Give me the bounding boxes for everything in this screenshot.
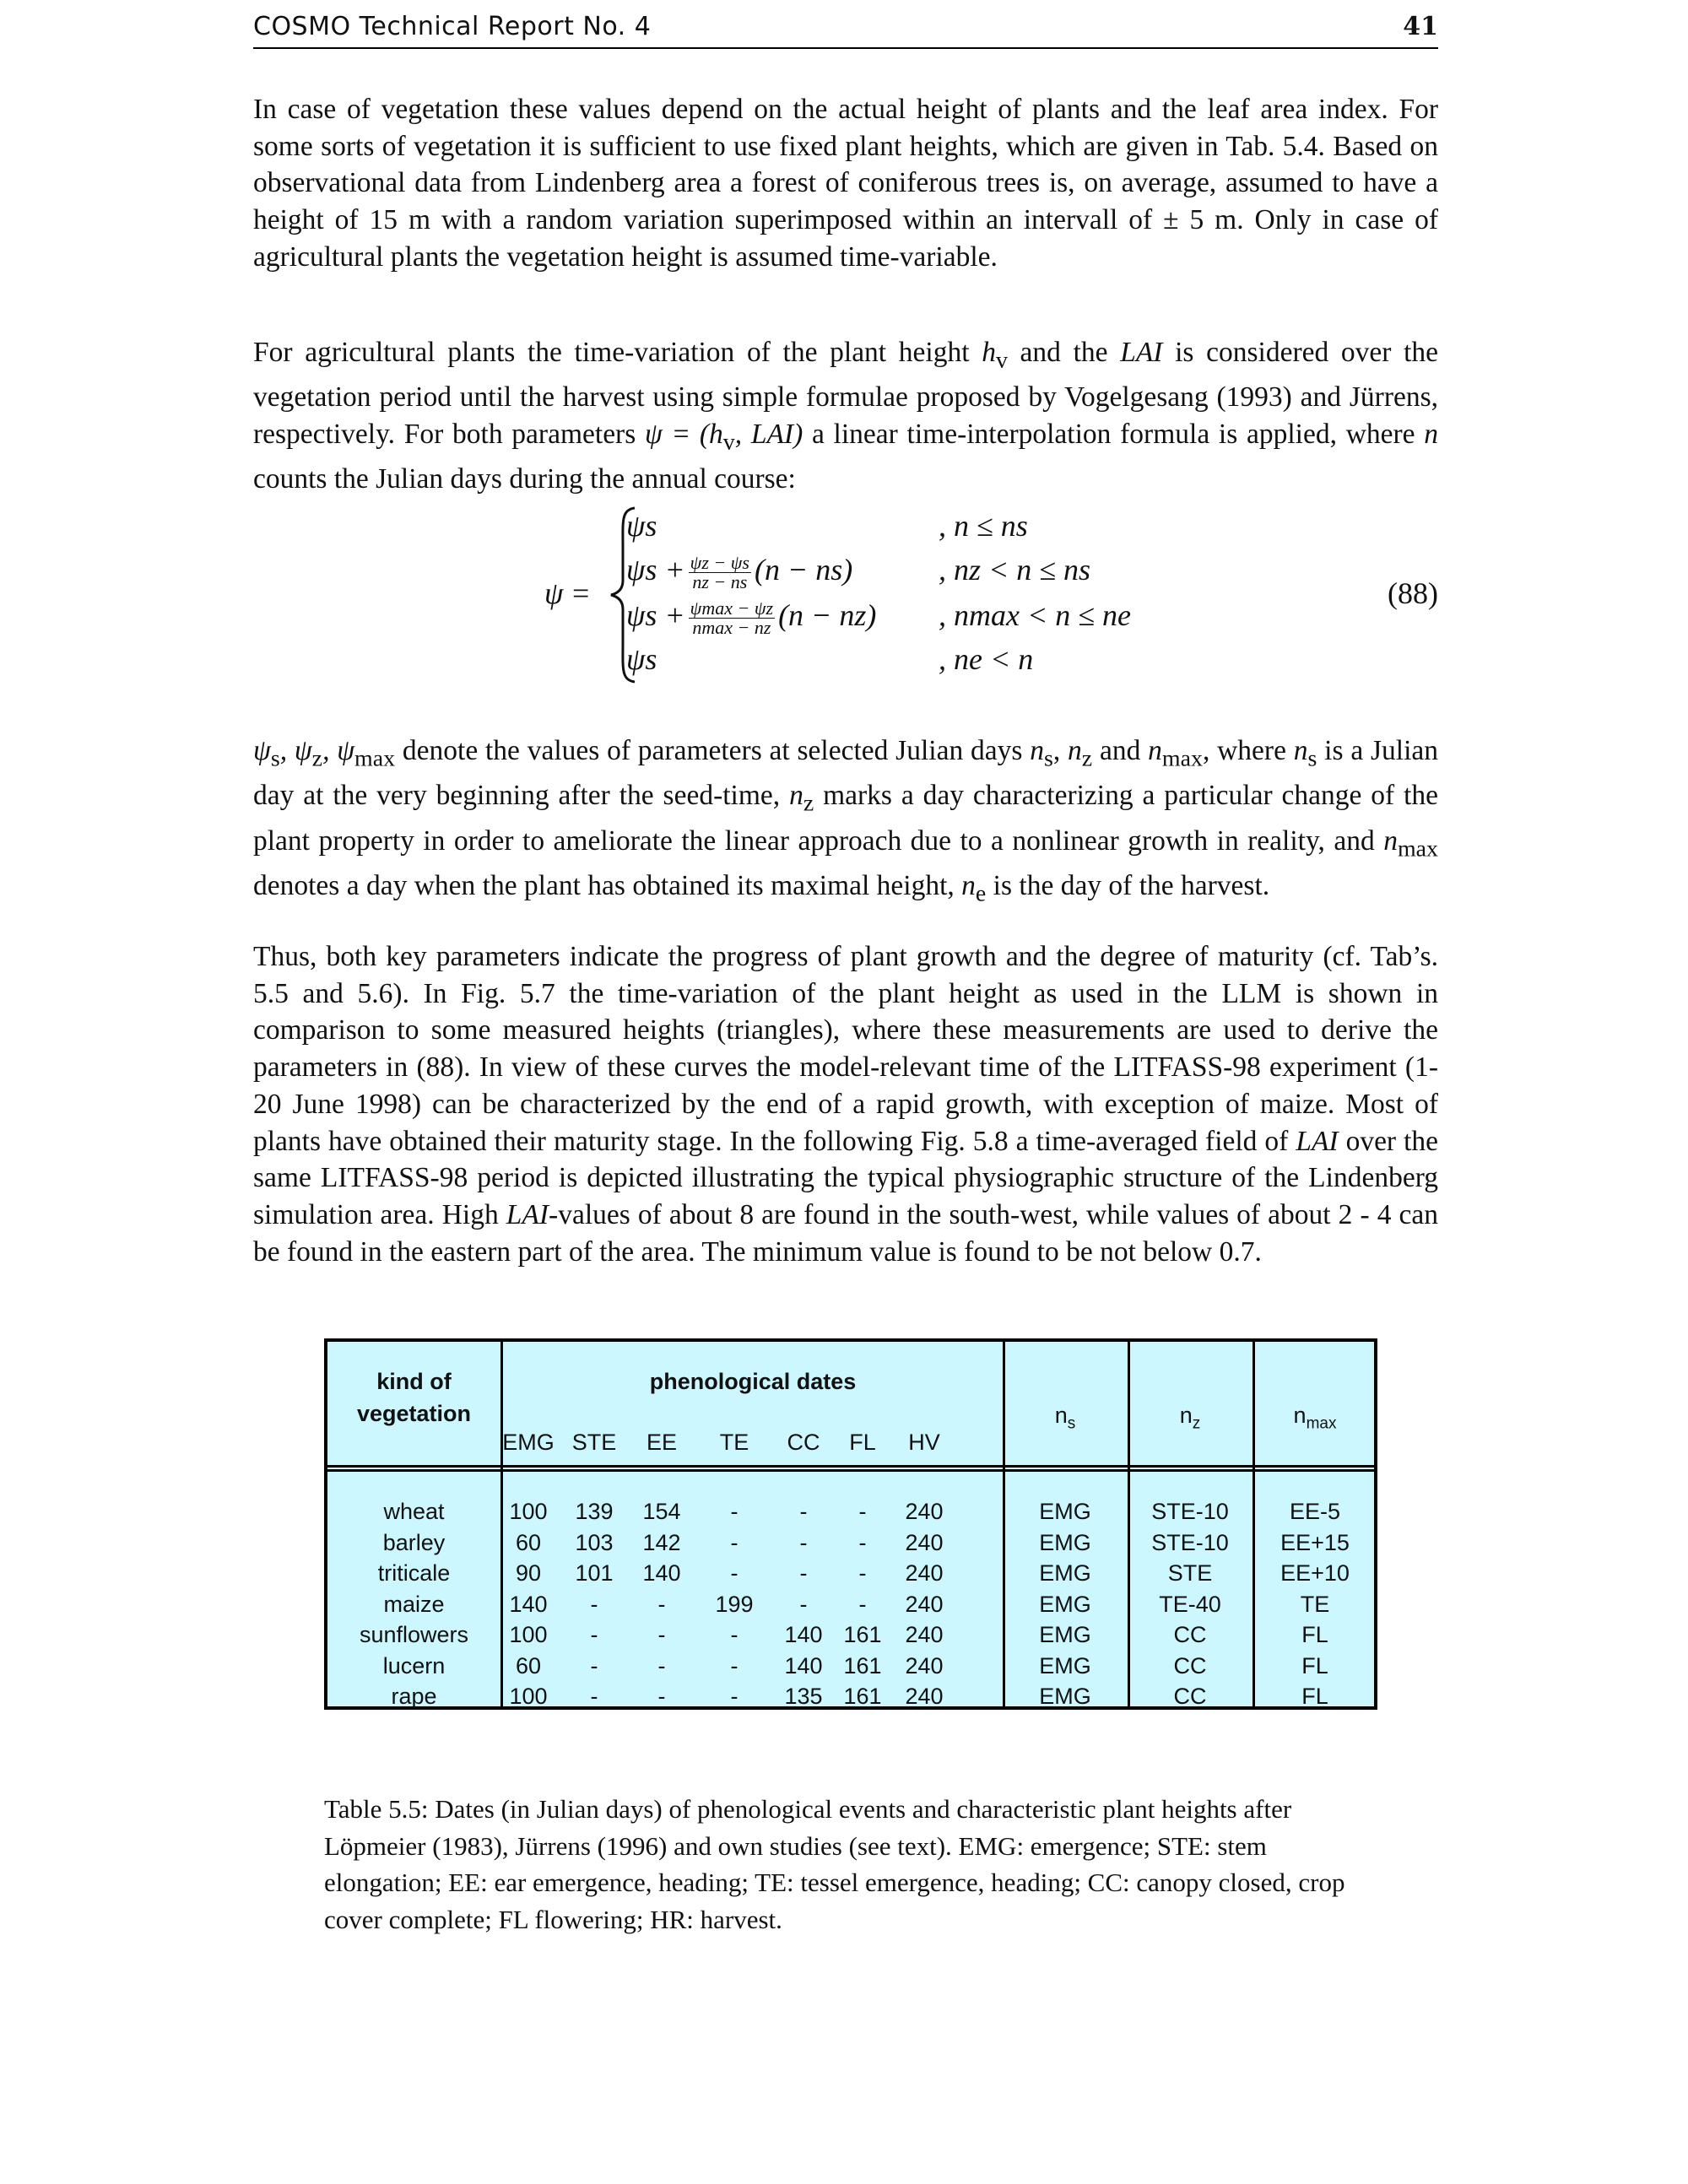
- header-nz-base: n: [1179, 1403, 1193, 1428]
- cell-date-ste: -: [590, 1622, 598, 1647]
- cell-date-fl: -: [858, 1560, 867, 1586]
- cell-date-ee: -: [657, 1591, 666, 1617]
- subscript: z: [803, 791, 814, 818]
- cell-date-cc: -: [799, 1591, 808, 1617]
- subscript: v: [995, 347, 1008, 374]
- cell-date-emg: 100: [509, 1499, 548, 1524]
- text: marks a day characterizing a particular change of the plant property in order to ameliorate the linear approach due to a nonlinear growth in reality, and: [253, 780, 1439, 857]
- header-divider: [327, 1465, 1374, 1468]
- cell-date-hv: 240: [905, 1591, 944, 1617]
- symbol-n: n: [789, 780, 803, 812]
- header-phenological-dates: phenological dates: [649, 1369, 857, 1394]
- subscript: e: [975, 880, 987, 907]
- cell-kind: maize: [383, 1591, 445, 1617]
- header-ns: [1003, 1403, 1128, 1433]
- symbol-n: n: [1068, 735, 1082, 766]
- text: denotes a day when the plant has obtained its maximal height,: [253, 870, 962, 902]
- cell-date-emg: 100: [509, 1622, 548, 1647]
- paragraph-parameter-definitions: [253, 733, 1438, 913]
- row-condition: , nz < n ≤ ns: [939, 553, 1091, 587]
- cell-date-cc: -: [799, 1560, 808, 1586]
- expr-tail: (n − nz): [778, 598, 877, 632]
- symbol-h: h: [982, 337, 996, 368]
- cell-date-ee: 140: [642, 1560, 681, 1586]
- cell-date-te: -: [730, 1529, 738, 1555]
- symbol-psi: , ψ: [322, 735, 355, 766]
- cell-date-cc: -: [799, 1529, 808, 1555]
- cell-kind: triticale: [377, 1560, 451, 1586]
- row-expression: ψs: [626, 509, 657, 543]
- equation-number: (88): [1388, 576, 1438, 610]
- subscript: s: [270, 745, 280, 772]
- cell-date-emg: 100: [509, 1684, 548, 1709]
- cell-date-hv: 240: [905, 1652, 944, 1679]
- equation-88: [253, 498, 1438, 692]
- cell-kind: sunflowers: [359, 1622, 469, 1647]
- header-nmax-sub: max: [1306, 1414, 1337, 1433]
- text: counts the Julian days during the annual course:: [253, 463, 796, 495]
- subscript: max: [354, 745, 396, 772]
- cell-date-ee: 142: [642, 1529, 681, 1555]
- cell-date-ste: 139: [575, 1499, 614, 1524]
- text: and: [1092, 735, 1149, 766]
- header-nz: [1128, 1403, 1252, 1433]
- row-expression: [626, 597, 876, 637]
- cell-date-hv: 240: [905, 1529, 944, 1555]
- fraction-denominator: nz − ns: [692, 571, 748, 593]
- cell-date-ste: -: [590, 1684, 598, 1709]
- cell-date-te: -: [730, 1560, 738, 1586]
- text: is the day of the harvest.: [986, 870, 1270, 902]
- cell-nmax: FL: [1301, 1684, 1328, 1709]
- cell-date-cc: 140: [784, 1652, 823, 1679]
- report-title: COSMO Technical Report No. 4: [253, 12, 652, 41]
- cell-nmax: EE+15: [1280, 1529, 1350, 1555]
- cell-date-hv: 240: [905, 1499, 944, 1524]
- symbol-n: n: [1424, 419, 1439, 451]
- cell-kind: wheat: [383, 1499, 445, 1524]
- cell-date-te: -: [730, 1684, 738, 1709]
- equation-equals: =: [572, 576, 590, 610]
- row-expression: ψs: [626, 642, 657, 676]
- cell-date-emg: 60: [515, 1652, 542, 1679]
- subscript: max: [1161, 745, 1203, 772]
- subscript: v: [722, 429, 735, 456]
- expr-tail: (n − ns): [754, 553, 853, 587]
- cell-date-fl: 161: [843, 1622, 882, 1647]
- row-condition: , n ≤ ns: [939, 509, 1028, 543]
- symbol-lai: LAI: [1120, 337, 1163, 368]
- text: a linear time-interpolation formula is applied, where: [803, 419, 1425, 451]
- cell-date-cc: 135: [784, 1684, 823, 1709]
- running-header: [253, 8, 1438, 49]
- text: Thus, both key parameters indicate the progress of plant growth and the degree of maturity (cf. Tab’s. 5.5 and 5.6). In Fig. 5.7 the time-variation of the plant height as used in the LLM is shown in comparison to some measured heights (triangles), where these measurements are used to derive the parameters in (88). In view of these curves the model-relevant time of the LITFASS-98 experiment (1-20 June 1998) can be characterized by the end of a rapid growth, with exception of maize. Most of plants have obtained their maturity stage. In the following Fig. 5.8 a time-averaged field of: [253, 941, 1438, 1157]
- row-condition: , ne < n: [939, 642, 1034, 676]
- cell-nz: STE: [1167, 1560, 1213, 1586]
- symbol-n: n: [1293, 735, 1308, 766]
- subscript: s: [1307, 745, 1317, 772]
- text: -values of about 8 are found in the south-west, while values of about 2 - 4 can be found in the eastern part of the area. The minimum value is found to be not below 0.7.: [253, 1198, 1438, 1268]
- cell-ns: EMG: [1039, 1529, 1091, 1555]
- subscript: z: [311, 745, 323, 772]
- fraction: [689, 599, 775, 637]
- text: is considered over the vegetation period until the harvest using simple formulae proposed by Vogelgesang (1993) and Jürrens, respectively. For both parameters: [253, 337, 1438, 451]
- cell-nmax: TE: [1300, 1591, 1330, 1617]
- fraction-numerator: ψz − ψs: [690, 552, 749, 574]
- fraction-denominator: nmax − nz: [692, 617, 771, 639]
- cell-date-ste: 103: [575, 1529, 614, 1555]
- text: denote the values of parameters at selected Julian days: [395, 735, 1031, 766]
- row-condition: , nmax < n ≤ ne: [939, 598, 1132, 632]
- expr-base: ψs +: [626, 598, 685, 632]
- cell-date-fl: -: [858, 1591, 867, 1617]
- symbol-lai: LAI: [1296, 1125, 1339, 1157]
- cell-date-fl: -: [858, 1529, 867, 1555]
- psi-definition: ψ = (h: [644, 419, 723, 451]
- cell-date-te: -: [730, 1652, 738, 1679]
- cell-kind: barley: [382, 1529, 446, 1555]
- header-divider: [327, 1469, 1374, 1472]
- text: over the same LITFASS-98 period is depicted illustrating the typical physiographic structure of the Lindenberg simulation area. High: [253, 1125, 1439, 1230]
- cell-date-ee: -: [657, 1684, 666, 1709]
- cell-nz: CC: [1173, 1622, 1207, 1647]
- cell-date-cc: 140: [784, 1622, 823, 1647]
- page-number: 41: [1403, 12, 1438, 41]
- subscript: max: [1397, 835, 1438, 862]
- cell-date-emg: 90: [515, 1560, 542, 1586]
- cell-nmax: FL: [1301, 1622, 1328, 1647]
- cell-date-fl: 161: [843, 1684, 882, 1709]
- psi-definition-end: , LAI): [734, 419, 803, 451]
- subheader-te: TE: [719, 1430, 749, 1455]
- header-nmax: [1252, 1403, 1377, 1433]
- subheader-cc: CC: [787, 1430, 820, 1455]
- cell-date-fl: -: [858, 1499, 867, 1524]
- symbol-n: n: [1030, 735, 1044, 766]
- cell-date-emg: 140: [509, 1591, 548, 1617]
- symbol-psi: ψ: [253, 735, 271, 766]
- subscript: s: [1043, 745, 1053, 772]
- cell-date-fl: 161: [843, 1652, 882, 1679]
- table-caption: Table 5.5: Dates (in Julian days) of phenological events and characteristic plant heights after Löpmeier (1983), Jürrens (1996) and own studies (see text). EMG: emergence; STE: stem elongation; EE: ear emergence, heading; TE: tessel emergence, heading; CC: canopy closed, crop cover complete; FL flowering; HR: harvest.: [324, 1794, 1345, 1935]
- cell-ns: EMG: [1039, 1684, 1091, 1709]
- cell-date-ste: -: [590, 1591, 598, 1617]
- header-nmax-base: n: [1293, 1403, 1307, 1428]
- text: ,: [1052, 735, 1069, 766]
- cell-nz: TE-40: [1159, 1591, 1221, 1617]
- text: For agricultural plants the time-variation of the plant height: [253, 337, 982, 368]
- cell-nmax: EE-5: [1289, 1499, 1341, 1524]
- header-nz-sub: z: [1192, 1414, 1201, 1433]
- cell-kind: rape: [391, 1684, 437, 1709]
- cell-date-te: -: [730, 1499, 738, 1524]
- phenology-table: [324, 1338, 1377, 1710]
- cell-ns: EMG: [1039, 1560, 1091, 1586]
- paragraph-time-variation: [253, 334, 1438, 498]
- cell-date-ste: -: [590, 1652, 598, 1679]
- cell-date-emg: 60: [515, 1529, 542, 1555]
- cell-nmax: FL: [1301, 1652, 1328, 1679]
- symbol-n: n: [1383, 824, 1398, 857]
- text: is a Julian day at the very beginning after the seed-time,: [253, 735, 1439, 812]
- cell-nmax: EE+10: [1280, 1560, 1350, 1586]
- subheader-fl: FL: [849, 1430, 876, 1455]
- cell-nz: CC: [1173, 1652, 1207, 1679]
- expr-base: ψs +: [626, 553, 685, 587]
- cell-date-ste: 101: [575, 1560, 614, 1586]
- subheader-hv: HV: [908, 1430, 940, 1455]
- cell-date-hv: 240: [905, 1684, 944, 1709]
- subheader-ste: STE: [571, 1430, 617, 1455]
- header-ns-sub: s: [1067, 1414, 1076, 1433]
- text: and the: [1007, 337, 1121, 368]
- cell-date-ee: 154: [642, 1499, 681, 1524]
- cell-kind: lucern: [382, 1652, 446, 1679]
- row-expression: [626, 552, 852, 592]
- subscript: z: [1081, 745, 1093, 772]
- symbol-n: n: [1148, 735, 1162, 766]
- equation-lhs: ψ: [544, 576, 564, 610]
- cell-date-ee: -: [657, 1652, 666, 1679]
- cell-date-te: -: [730, 1622, 738, 1647]
- subheader-ee: EE: [646, 1430, 678, 1455]
- symbol-psi: , ψ: [279, 735, 312, 766]
- cell-date-ee: -: [657, 1622, 666, 1647]
- cell-date-hv: 240: [905, 1622, 944, 1647]
- cell-nz: STE-10: [1151, 1529, 1229, 1555]
- paragraph-vegetation-height: In case of vegetation these values depend on the actual height of plants and the leaf area index. For some sorts of vegetation it is sufficient to use fixed plant heights, which are given in Tab. 5.4. Based on observational data from Lindenberg area a forest of coniferous trees is, on average, assumed to have a height of 15 m with a random variation superimposed within an intervall of ± 5 m. Only in case of agricultural plants the vegetation height is assumed time-variable.: [253, 94, 1438, 273]
- header-ns-base: n: [1054, 1403, 1068, 1428]
- cell-date-cc: -: [799, 1499, 808, 1524]
- cell-date-te: 199: [715, 1591, 754, 1617]
- cell-ns: EMG: [1039, 1622, 1091, 1647]
- fraction-numerator: ψmax − ψz: [690, 597, 774, 619]
- cell-ns: EMG: [1039, 1652, 1091, 1679]
- fraction: [689, 554, 751, 592]
- text: , where: [1202, 735, 1294, 766]
- cell-nz: CC: [1173, 1684, 1207, 1709]
- cell-ns: EMG: [1039, 1499, 1091, 1524]
- cell-ns: EMG: [1039, 1591, 1091, 1617]
- header-kind-of-vegetation: kind of vegetation: [356, 1369, 472, 1426]
- symbol-n: n: [961, 870, 976, 902]
- cell-date-hv: 240: [905, 1560, 944, 1586]
- subheader-emg: EMG: [502, 1430, 555, 1455]
- paragraph-plant-growth: [253, 938, 1438, 1270]
- symbol-lai: LAI: [506, 1198, 549, 1230]
- cell-nz: STE-10: [1151, 1499, 1229, 1524]
